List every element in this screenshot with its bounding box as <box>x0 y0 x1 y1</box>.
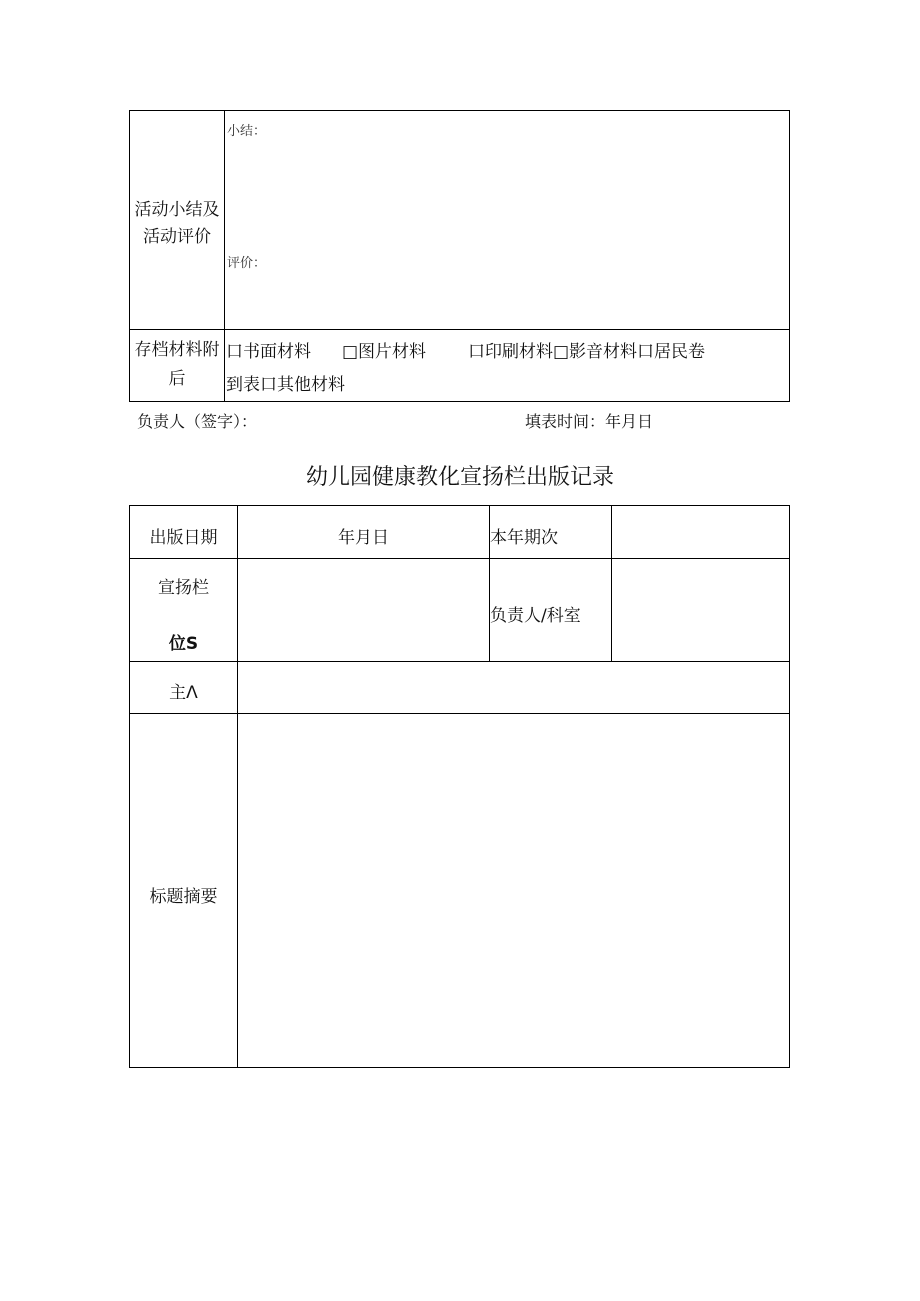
column-divider <box>237 506 238 1067</box>
row-divider <box>130 713 789 714</box>
topic-value[interactable] <box>238 671 790 691</box>
page-title: 幼儿园健康教化宣扬栏出版记录 <box>305 465 614 490</box>
archive-option-other[interactable]: 到表口其他材料 <box>226 375 345 395</box>
activity-summary-table <box>129 110 790 402</box>
person-label: 负责人/科室 <box>490 606 581 626</box>
board-label-line2: 位S <box>168 634 199 654</box>
issue-value[interactable] <box>612 523 790 543</box>
archive-option-print-media[interactable]: 口印刷材料□影音材料口居民卷 <box>468 342 706 362</box>
fill-time: 填表时间：年月日 <box>525 412 654 431</box>
summary-label-line2: 活动评价 <box>143 227 211 247</box>
date-value[interactable]: 年月日 <box>338 528 389 548</box>
archive-label <box>130 336 224 394</box>
row-divider <box>130 329 789 330</box>
person-value[interactable] <box>612 566 790 586</box>
board-value[interactable] <box>238 566 489 586</box>
summary-label <box>130 197 224 251</box>
archive-label-line2: 后 <box>168 369 186 389</box>
topic-label: 主Λ <box>169 683 198 703</box>
issue-label: 本年期次 <box>490 528 558 548</box>
row-divider <box>130 661 789 662</box>
summary-prompt[interactable]: 小结： <box>227 124 267 139</box>
summary-label-line1: 活动小结及 <box>134 200 220 220</box>
date-label: 出版日期 <box>149 528 218 548</box>
publication-record-table <box>129 505 790 1068</box>
board-label-line1: 宣扬栏 <box>158 578 209 598</box>
archive-label-line1: 存档材料附 <box>134 340 220 360</box>
row-divider <box>130 558 789 559</box>
abstract-value[interactable] <box>238 721 790 741</box>
archive-option-picture[interactable]: □图片材料 <box>342 342 427 362</box>
archive-option-written[interactable]: 口书面材料 <box>226 342 311 362</box>
abstract-label: 标题摘要 <box>149 887 218 907</box>
responsible-signature: 负责人（签字）： <box>137 412 258 431</box>
evaluation-prompt[interactable]: 评价： <box>227 256 267 271</box>
column-divider <box>224 111 225 401</box>
